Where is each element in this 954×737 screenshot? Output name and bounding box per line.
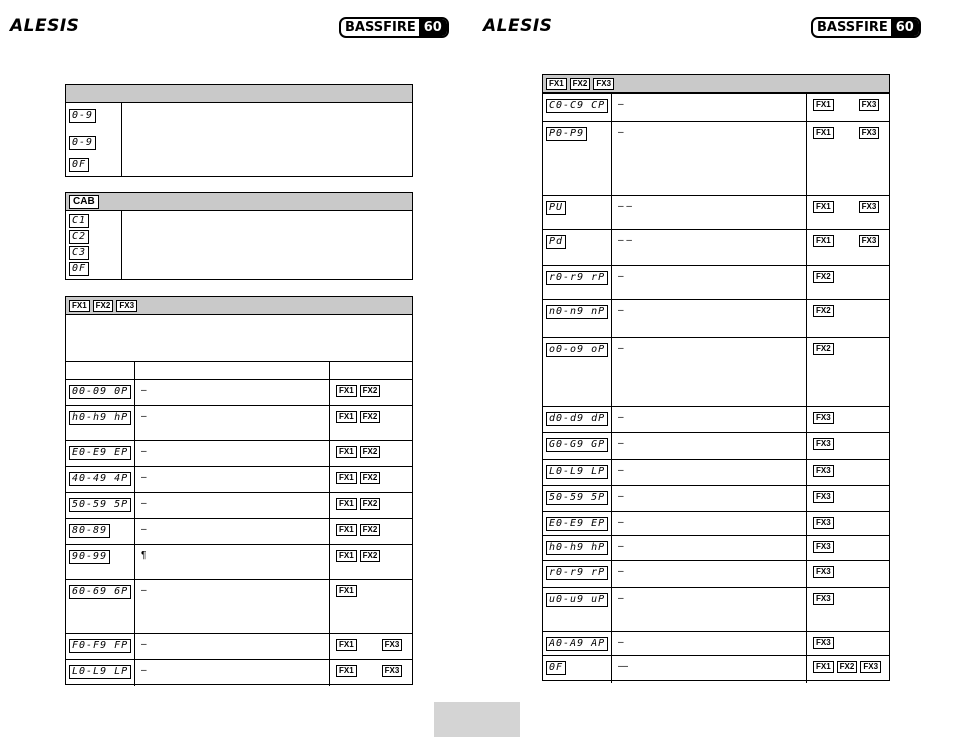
table-row — [543, 432, 889, 460]
lcd-code: L0-L9 LP — [546, 465, 608, 479]
lcd-code: E0-E9 EP — [69, 446, 131, 460]
fx-availability — [336, 585, 357, 597]
table-row — [66, 659, 412, 686]
fx3-tag: FX3 — [859, 235, 880, 247]
fx1-tag: FX1 — [813, 127, 834, 139]
fx-availability — [813, 465, 834, 477]
fx1-tag: FX1 — [69, 300, 90, 312]
table-row — [543, 337, 889, 407]
cab-tag: CAB — [69, 195, 99, 209]
fx2-tag: FX2 — [813, 271, 834, 283]
effects-table-right — [542, 74, 890, 681]
table-row — [66, 466, 412, 493]
lcd-code: P0-P9 — [546, 127, 587, 141]
description-mark: – — [141, 639, 147, 650]
description-mark: – — [618, 541, 624, 552]
lcd-code: 0F — [546, 661, 566, 675]
lcd-code: Pd — [546, 235, 566, 249]
fx1-tag: FX1 — [813, 661, 834, 673]
fx3-tag: FX3 — [813, 465, 834, 477]
table-row — [543, 655, 889, 683]
description-mark: — — [618, 661, 628, 672]
lcd-code: n0-n9 nP — [546, 305, 608, 319]
table-row — [543, 406, 889, 433]
description-mark: – — [141, 411, 147, 422]
fx2-tag: FX2 — [93, 300, 114, 312]
box-header — [66, 193, 412, 211]
fx-availability — [336, 550, 380, 562]
fx3-tag: FX3 — [382, 639, 403, 651]
fx3-tag: FX3 — [813, 491, 834, 503]
description-mark: – — [618, 491, 624, 502]
lcd-code: o0-o9 oP — [546, 343, 608, 357]
box-header — [66, 297, 412, 315]
table-row — [543, 195, 889, 230]
fx3-tag: FX3 — [860, 661, 881, 673]
lcd-code: 50-59 5P — [69, 498, 131, 512]
lcd-code: h0-h9 hP — [546, 541, 608, 555]
description-mark: – — [618, 305, 624, 316]
table-row — [66, 405, 412, 441]
lcd-code: F0-F9 FP — [69, 639, 131, 653]
fx3-tag: FX3 — [813, 566, 834, 578]
brand-logo-left: ALESIS — [10, 16, 80, 36]
lcd-code: 80-89 — [69, 524, 110, 538]
cabinet-box — [65, 192, 413, 280]
fx-availability — [813, 412, 834, 424]
lcd-cab: C1 — [69, 214, 89, 228]
fx1-tag: FX1 — [813, 235, 834, 247]
table-row — [66, 440, 412, 467]
description-mark: – — [618, 566, 624, 577]
table-row — [543, 299, 889, 338]
description-mark: – — [618, 271, 624, 282]
table-row — [543, 560, 889, 588]
fx1-tag: FX1 — [813, 201, 834, 213]
fx3-tag: FX3 — [813, 438, 834, 450]
fx1-tag: FX1 — [336, 524, 357, 536]
box-header — [66, 85, 412, 103]
description-mark: – — [141, 385, 147, 396]
lcd-code: L0-L9 LP — [69, 665, 131, 679]
table-row — [543, 535, 889, 561]
table-row — [543, 459, 889, 486]
fx-availability — [336, 639, 402, 651]
table-row — [66, 379, 412, 406]
table-row — [543, 229, 889, 266]
fx2-tag: FX2 — [360, 411, 381, 423]
fx-availability — [813, 438, 834, 450]
fx-availability — [336, 385, 380, 397]
fx-availability — [336, 524, 380, 536]
table-row — [543, 631, 889, 656]
fx1-tag: FX1 — [546, 78, 567, 90]
fx2-tag: FX2 — [837, 661, 858, 673]
lcd-range: 0-9 — [69, 136, 96, 150]
lcd-code: h0-h9 hP — [69, 411, 131, 425]
product-logo-left — [339, 17, 449, 38]
fx-availability — [813, 593, 834, 605]
fx1-tag: FX1 — [336, 665, 357, 677]
product-name: BASSFIRE — [345, 20, 416, 35]
fx3-tag: FX3 — [813, 412, 834, 424]
fx2-tag: FX2 — [360, 498, 381, 510]
box-header — [543, 75, 889, 93]
product-number: 60 — [419, 19, 447, 36]
fx2-tag: FX2 — [360, 446, 381, 458]
fx1-tag: FX1 — [336, 639, 357, 651]
fx-availability — [336, 446, 380, 458]
description-mark: – — [618, 99, 624, 110]
product-logo-right — [811, 17, 921, 38]
fx-availability — [813, 99, 879, 111]
table-row — [66, 544, 412, 580]
fx2-tag: FX2 — [360, 550, 381, 562]
table-row — [543, 587, 889, 632]
fx1-tag: FX1 — [336, 585, 357, 597]
fx-availability — [813, 201, 879, 213]
product-name: BASSFIRE — [817, 20, 888, 35]
fx-availability — [813, 305, 834, 317]
product-number: 60 — [891, 19, 919, 36]
table-row — [543, 93, 889, 122]
lcd-off: 0F — [69, 158, 89, 172]
description-mark: – — [618, 465, 624, 476]
fx-availability — [813, 271, 834, 283]
fx2-tag: FX2 — [813, 305, 834, 317]
fx1-tag: FX1 — [336, 411, 357, 423]
fx-availability — [813, 541, 834, 553]
table-row — [543, 511, 889, 536]
fx-availability — [813, 235, 879, 247]
description-mark: – — [141, 665, 147, 676]
description-mark: – — [618, 637, 624, 648]
fx-availability — [336, 472, 380, 484]
description-mark: ¶ — [141, 550, 147, 561]
fx1-tag: FX1 — [813, 99, 834, 111]
lcd-code: r0-r9 rP — [546, 566, 608, 580]
description-mark: – — [141, 472, 147, 483]
description-mark: – — [618, 343, 624, 354]
description-mark: – — [618, 412, 624, 423]
fx-availability — [813, 491, 834, 503]
description-mark: – — [618, 593, 624, 604]
description-mark: – — [618, 438, 624, 449]
fx2-tag: FX2 — [360, 524, 381, 536]
fx1-tag: FX1 — [336, 472, 357, 484]
fx-availability — [813, 566, 834, 578]
fx1-tag: FX1 — [336, 385, 357, 397]
fx-availability — [813, 127, 879, 139]
table-row — [543, 265, 889, 300]
fx-availability — [813, 637, 834, 649]
fx2-tag: FX2 — [360, 385, 381, 397]
table-row — [66, 492, 412, 519]
effects-table-left — [65, 296, 413, 685]
fx-availability — [336, 665, 402, 677]
description-mark: – – — [618, 235, 632, 246]
lcd-cab: C3 — [69, 246, 89, 260]
lcd-code: E0-E9 EP — [546, 517, 608, 531]
lcd-code: 40-49 4P — [69, 472, 131, 486]
description-mark: – – — [618, 201, 632, 212]
lcd-code: r0-r9 rP — [546, 271, 608, 285]
table-row — [543, 485, 889, 512]
lcd-code: A0-A9 AP — [546, 637, 608, 651]
fx-availability — [813, 343, 834, 355]
lcd-code: C0-C9 CP — [546, 99, 608, 113]
fx-availability — [336, 498, 380, 510]
page-number-tab — [434, 702, 520, 737]
description-mark: – — [141, 498, 147, 509]
fx2-tag: FX2 — [360, 472, 381, 484]
fx1-tag: FX1 — [336, 446, 357, 458]
fx3-tag: FX3 — [813, 637, 834, 649]
lcd-code: u0-u9 uP — [546, 593, 608, 607]
table-row — [543, 121, 889, 196]
lcd-code: d0-d9 dP — [546, 412, 608, 426]
fx1-tag: FX1 — [336, 550, 357, 562]
fx1-tag: FX1 — [336, 498, 357, 510]
description-mark: – — [141, 524, 147, 535]
table-row — [66, 579, 412, 634]
brand-logo-right: ALESIS — [483, 16, 553, 36]
lcd-code: PU — [546, 201, 566, 215]
lcd-off: 0F — [69, 262, 89, 276]
fx3-tag: FX3 — [859, 99, 880, 111]
lcd-code: G0-G9 GP — [546, 438, 608, 452]
description-mark: – — [618, 517, 624, 528]
lcd-code: 50-59 5P — [546, 491, 608, 505]
fx3-tag: FX3 — [859, 201, 880, 213]
description-mark: – — [618, 127, 624, 138]
table-row — [66, 633, 412, 660]
fx-availability — [813, 661, 881, 673]
lcd-code: 90-99 — [69, 550, 110, 564]
fx3-tag: FX3 — [382, 665, 403, 677]
fx3-tag: FX3 — [813, 593, 834, 605]
table-row — [66, 518, 412, 545]
fx3-tag: FX3 — [813, 517, 834, 529]
fx3-tag: FX3 — [116, 300, 137, 312]
fx3-tag: FX3 — [813, 541, 834, 553]
description-mark: – — [141, 446, 147, 457]
description-mark: – — [141, 585, 147, 596]
lcd-range: 0-9 — [69, 109, 96, 123]
fx3-tag: FX3 — [859, 127, 880, 139]
fx-availability — [813, 517, 834, 529]
value-range-box — [65, 84, 413, 177]
table-header-row — [66, 361, 412, 380]
lcd-code: 00-09 0P — [69, 385, 131, 399]
lcd-code: 60-69 6P — [69, 585, 131, 599]
lcd-cab: C2 — [69, 230, 89, 244]
fx3-tag: FX3 — [593, 78, 614, 90]
fx-availability — [336, 411, 380, 423]
fx2-tag: FX2 — [813, 343, 834, 355]
fx2-tag: FX2 — [570, 78, 591, 90]
